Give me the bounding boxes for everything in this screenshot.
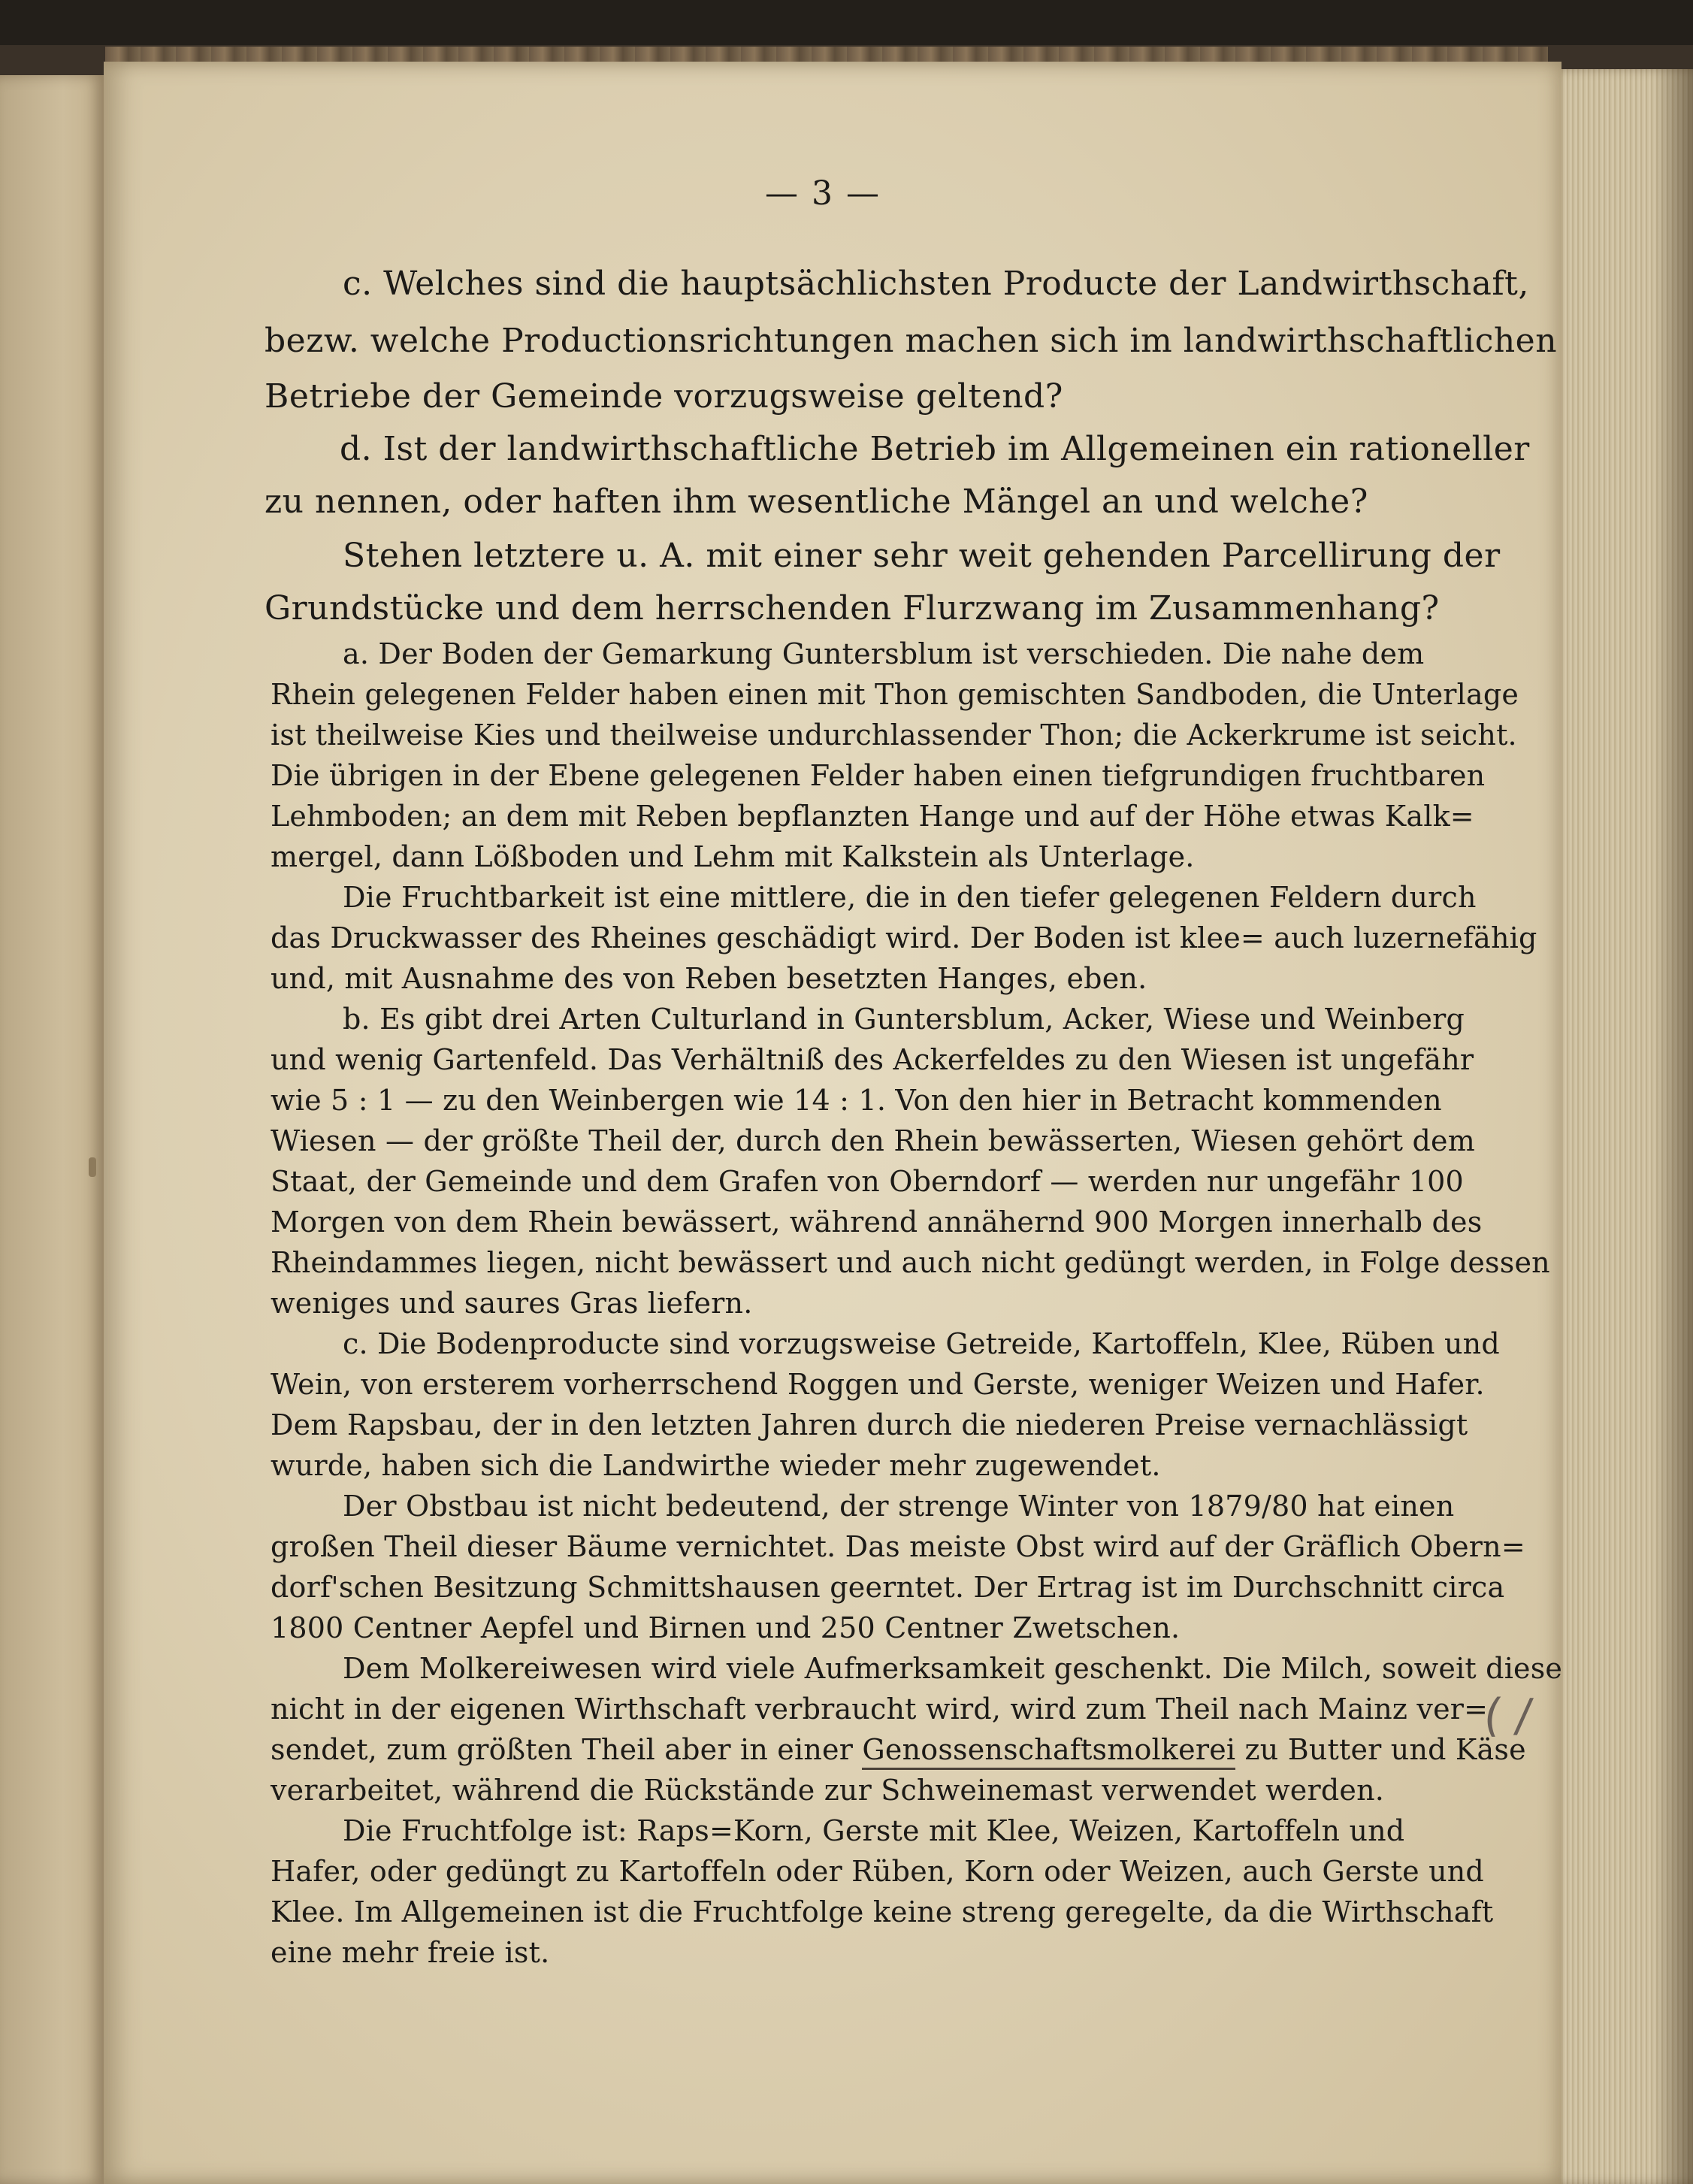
question-line: Betriebe der Gemeinde vorzugsweise geltend?	[265, 377, 1063, 416]
answer-line: Dem Molkereiwesen wird viele Aufmerksamkeit geschenkt. Die Milch, soweit diese	[343, 1652, 1563, 1685]
page-number: — 3 —	[765, 174, 881, 213]
gutter-mark	[89, 1157, 96, 1177]
answer-line: verarbeitet, während die Rückstände zur Schweinemast verwendet werden.	[271, 1774, 1385, 1807]
answer-line: wurde, haben sich die Landwirthe wieder mehr zugewendet.	[271, 1449, 1161, 1482]
question-line: Grundstücke und dem herrschenden Flurzwang im Zusammenhang?	[265, 589, 1440, 628]
answer-line: und, mit Ausnahme des von Reben besetzten Hanges, eben.	[271, 962, 1147, 995]
answer-line: c. Die Bodenproducte sind vorzugsweise Getreide, Kartoffeln, Klee, Rüben und	[343, 1327, 1500, 1360]
left-page-edge	[0, 75, 105, 2184]
answer-line: wie 5 : 1 — zu den Weinbergen wie 14 : 1. Von den hier in Betracht kommenden	[271, 1084, 1442, 1117]
answer-line: Rheindammes liegen, nicht bewässert und auch nicht gedüngt werden, in Folge dessen	[271, 1246, 1550, 1279]
answer-line: a. Der Boden der Gemarkung Guntersblum ist verschieden. Die nahe dem	[343, 637, 1425, 670]
answer-line: großen Theil dieser Bäume vernichtet. Das meiste Obst wird auf der Gräflich Obern=	[271, 1530, 1525, 1563]
underlined-word: Genossenschaftsmolkerei	[862, 1733, 1235, 1770]
answer-line: Klee. Im Allgemeinen ist die Fruchtfolge keine streng geregelte, da die Wirthschaft	[271, 1895, 1494, 1928]
answer-line: Die übrigen in der Ebene gelegenen Felder haben einen tiefgrundigen fruchtbaren	[271, 759, 1486, 792]
answer-line-split	[271, 1733, 1526, 1766]
answer-line: Wiesen — der größte Theil der, durch den Rhein bewässerten, Wiesen gehört dem	[271, 1124, 1475, 1157]
answer-line: mergel, dann Lößboden und Lehm mit Kalkstein als Unterlage.	[271, 840, 1195, 873]
answer-line: Der Obstbau ist nicht bedeutend, der strenge Winter von 1879/80 hat einen	[343, 1490, 1455, 1523]
question-line: bezw. welche Productionsrichtungen machen sich im landwirthschaftlichen	[265, 322, 1558, 360]
answer-line: weniges und saures Gras liefern.	[271, 1287, 753, 1320]
question-line: d. Ist der landwirthschaftliche Betrieb im Allgemeinen ein rationeller	[340, 430, 1530, 468]
answer-line: Hafer, oder gedüngt zu Kartoffeln oder Rüben, Korn oder Weizen, auch Gerste und	[271, 1855, 1484, 1888]
answer-line: ist theilweise Kies und theilweise undurchlassender Thon; die Ackerkrume ist seicht.	[271, 718, 1517, 752]
handwritten-margin-mark: ( /	[1480, 1689, 1535, 1742]
page-block-shadow	[1653, 69, 1693, 2184]
answer-line: dorf'schen Besitzung Schmittshausen geerntet. Der Ertrag ist im Durchschnitt circa	[271, 1571, 1505, 1604]
answer-line: Morgen von dem Rhein bewässert, während annähernd 900 Morgen innerhalb des	[271, 1205, 1483, 1239]
answer-line: Rhein gelegenen Felder haben einen mit Thon gemischten Sandboden, die Unterlage	[271, 678, 1519, 711]
answer-line: Die Fruchtfolge ist: Raps=Korn, Gerste mit Klee, Weizen, Kartoffeln und	[343, 1814, 1405, 1847]
answer-segment: zu Butter und Käse	[1244, 1733, 1526, 1766]
question-line: Stehen letztere u. A. mit einer sehr weit gehenden Parcellirung der	[343, 537, 1501, 575]
answer-line: eine mehr freie ist.	[271, 1936, 550, 1969]
answer-line: nicht in der eigenen Wirthschaft verbraucht wird, wird zum Theil nach Mainz ver=	[271, 1692, 1489, 1726]
answer-line: das Druckwasser des Rheines geschädigt wird. Der Boden ist klee= auch luzernefähig	[271, 921, 1537, 954]
answer-line: Dem Rapsbau, der in den letzten Jahren durch die niederen Preise vernachlässigt	[271, 1408, 1468, 1441]
answer-line: und wenig Gartenfeld. Das Verhältniß des Ackerfeldes zu den Wiesen ist ungefähr	[271, 1043, 1474, 1076]
answer-line: Staat, der Gemeinde und dem Grafen von Oberndorf — werden nur ungefähr 100	[271, 1165, 1464, 1198]
question-line: zu nennen, oder haften ihm wesentliche Mängel an und welche?	[265, 482, 1368, 521]
answer-line: b. Es gibt drei Arten Culturland in Guntersblum, Acker, Wiese und Weinberg	[343, 1003, 1465, 1036]
answer-line: Die Fruchtbarkeit ist eine mittlere, die in den tiefer gelegenen Feldern durch	[343, 881, 1477, 914]
answer-line: Wein, von ersterem vorherrschend Roggen und Gerste, weniger Weizen und Hafer.	[271, 1368, 1485, 1401]
answer-line: Lehmboden; an dem mit Reben bepflanzten Hange und auf der Höhe etwas Kalk=	[271, 800, 1474, 833]
answer-segment: sendet, zum größten Theil aber in einer	[271, 1733, 854, 1766]
answer-line: 1800 Centner Aepfel und Birnen und 250 Centner Zwetschen.	[271, 1611, 1181, 1644]
question-line: c. Welches sind die hauptsächlichsten Producte der Landwirthschaft,	[343, 265, 1529, 303]
